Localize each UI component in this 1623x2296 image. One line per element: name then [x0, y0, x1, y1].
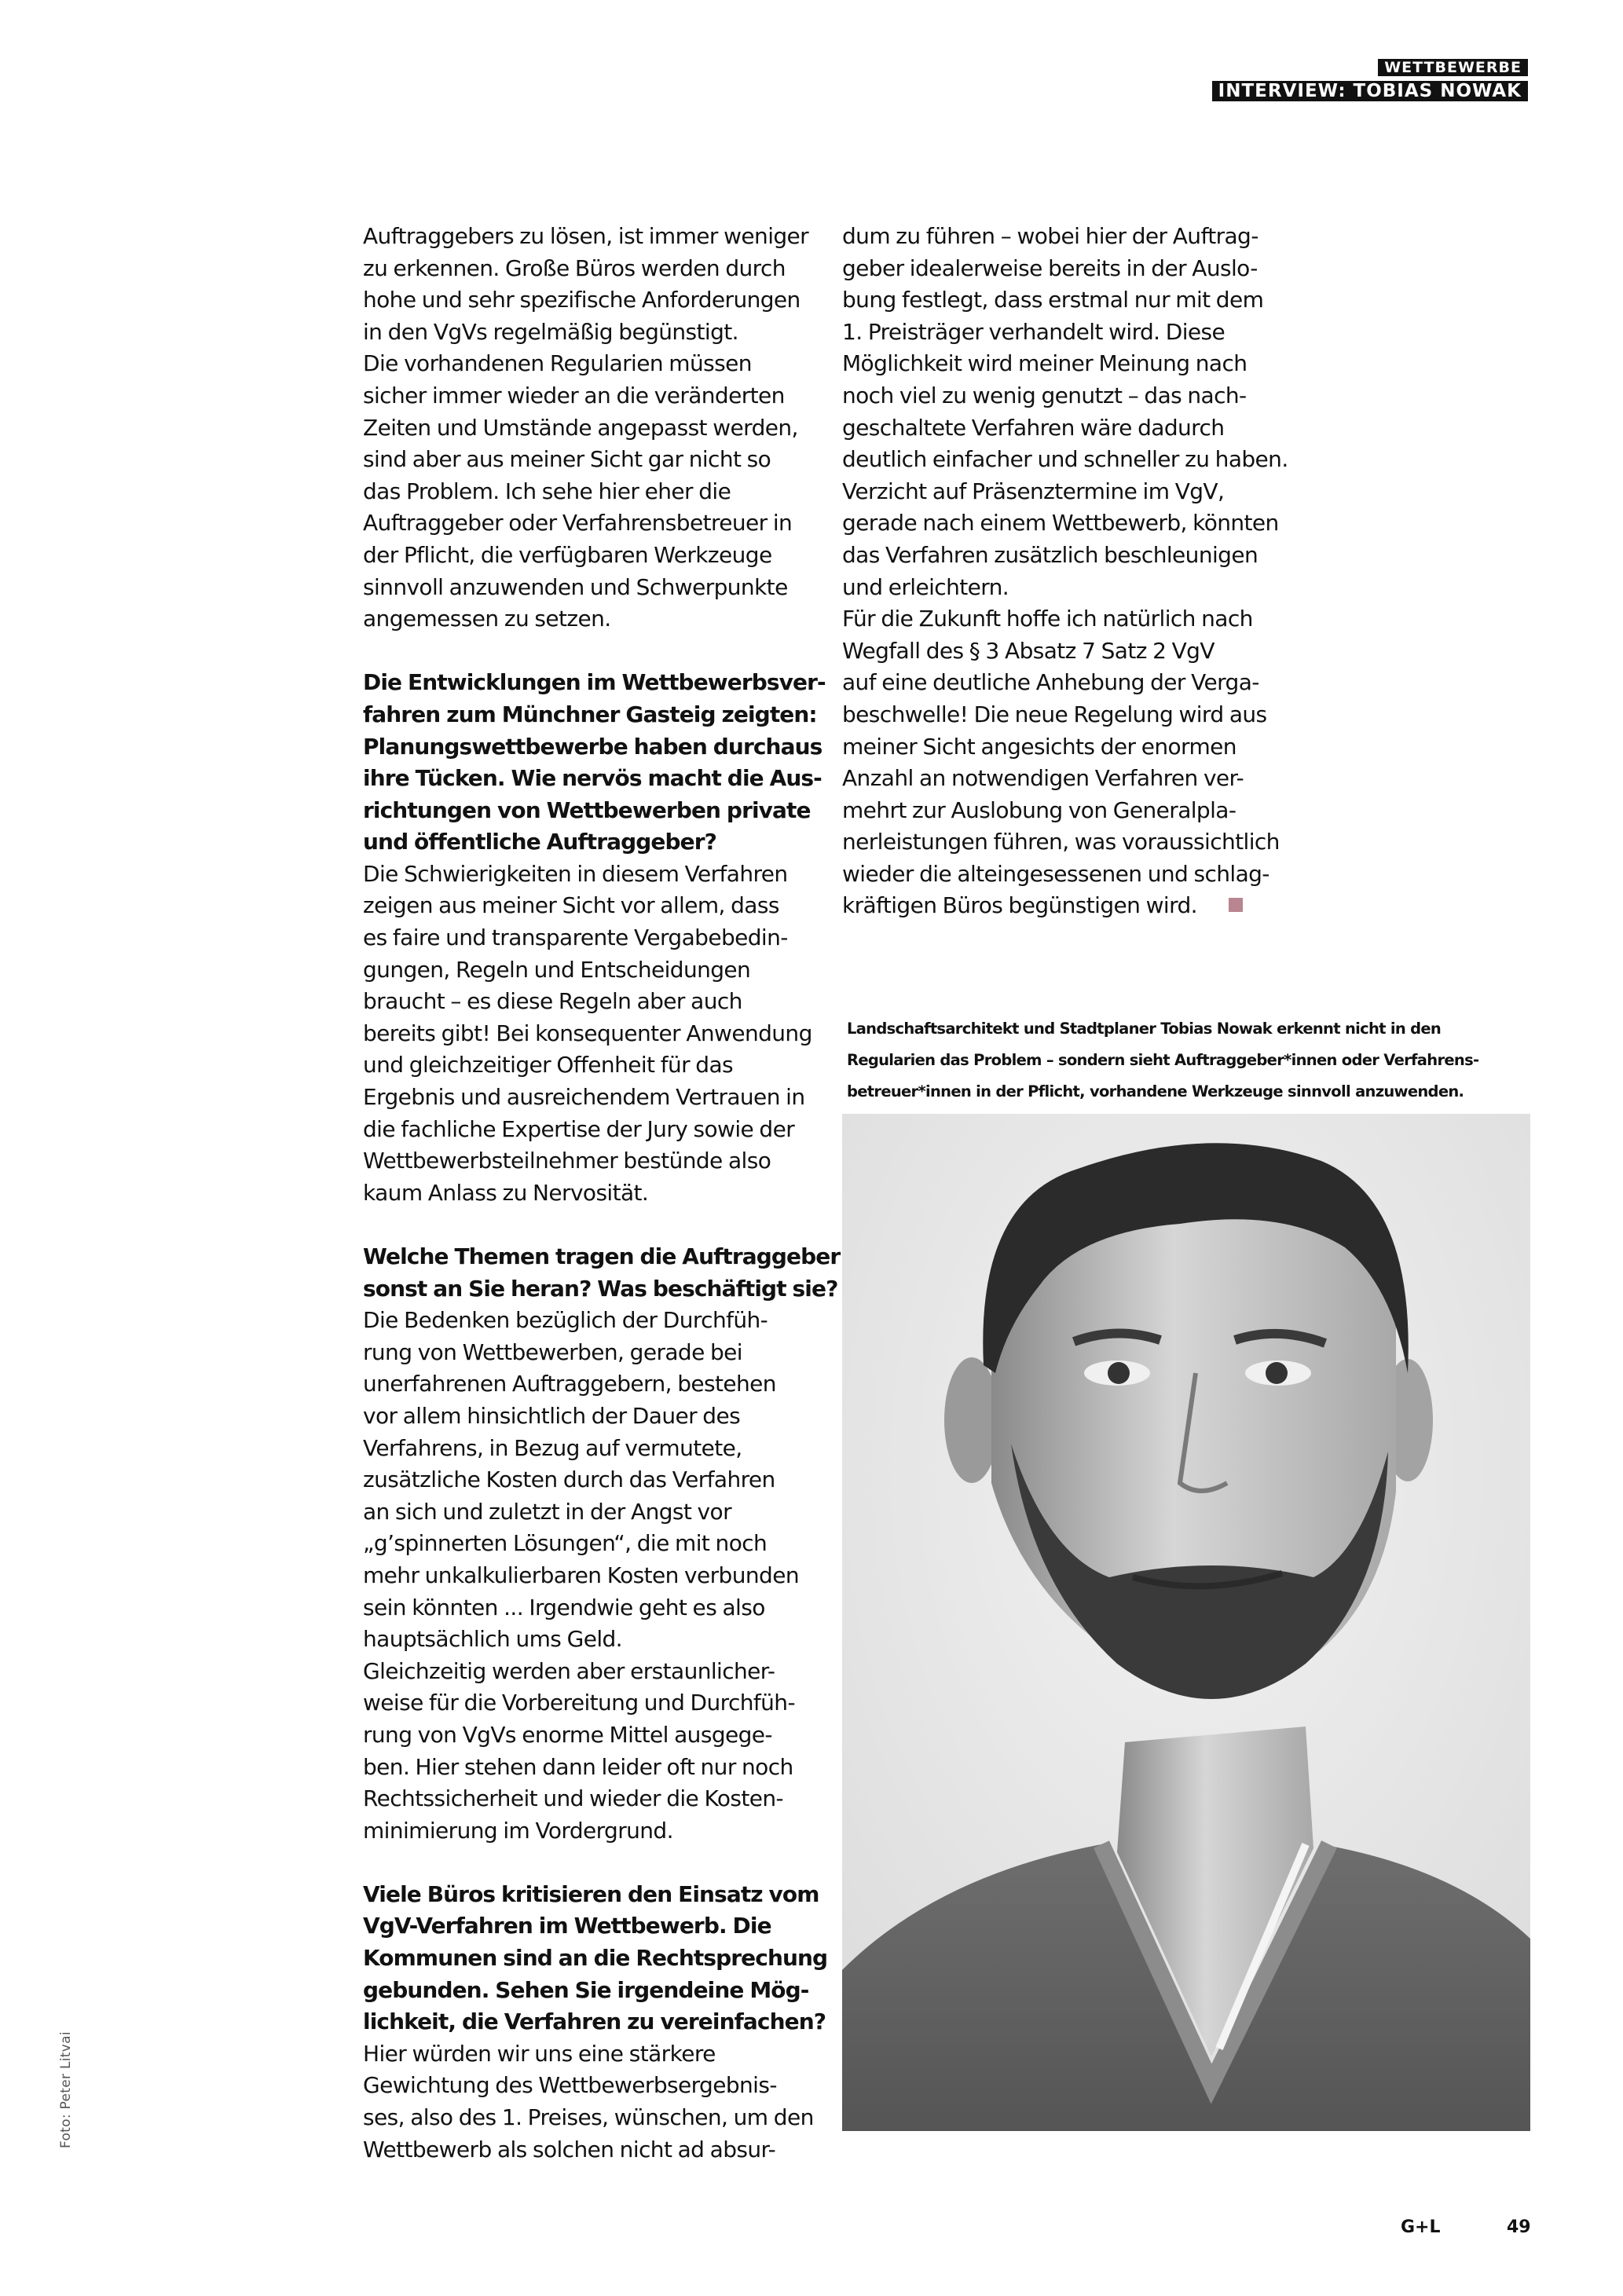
line-text: wieder die alteingesessenen und schlag- — [842, 860, 1269, 887]
article-text-line — [842, 412, 1306, 445]
article-text-line — [842, 635, 1306, 668]
article-text-line — [363, 2070, 826, 2102]
portrait-photo — [842, 1114, 1530, 2131]
line-text: Auftraggeber oder Verfahrensbetreuer in — [363, 510, 793, 536]
line-text: sonst an Sie heran? Was beschäftigt sie? — [363, 1275, 838, 1302]
line-text: Wettbewerbsteilnehmer bestünde also — [363, 1148, 771, 1174]
line-text: ihre Tücken. Wie nervös macht die Aus- — [363, 765, 822, 792]
line-text: braucht – es diese Regeln aber auch — [363, 988, 742, 1015]
line-text: der Pflicht, die verfügbaren Werkzeuge — [363, 541, 772, 568]
caption-line: betreuer*innen in der Pflicht, vorhandene Werkzeuge sinnvoll anzuwenden. — [847, 1082, 1464, 1100]
line-text: hohe und sehr spezifische Anforderungen — [363, 287, 801, 313]
article-text-line — [842, 890, 1306, 922]
end-of-article-square-icon — [1229, 898, 1243, 912]
article-text-line — [363, 1368, 826, 1401]
line-text: sein könnten ... Irgendwie geht es also — [363, 1594, 765, 1620]
article-text-line — [842, 731, 1306, 764]
article-text-line — [842, 476, 1306, 508]
line-text: „g’spinnerten Lösungen“, die mit noch — [363, 1530, 768, 1557]
line-text: geber idealerweise bereits in der Auslo- — [842, 255, 1258, 281]
line-text: Die Schwierigkeiten in diesem Verfahren — [363, 860, 788, 887]
caption-line: Landschaftsarchitekt und Stadtplaner Tobias Nowak erkennt nicht in den — [847, 1020, 1442, 1038]
paragraph-gap — [363, 1847, 826, 1879]
line-text: minimierung im Vordergrund. — [363, 1817, 673, 1844]
article-text-line — [363, 1464, 826, 1496]
line-text: Ergebnis und ausreichendem Vertrauen in — [363, 1084, 805, 1111]
page-number: 49 — [1507, 2217, 1531, 2237]
article-text-line — [363, 1401, 826, 1433]
line-text: nerleistungen führen, was voraussichtlich — [842, 829, 1280, 855]
line-text: vor allem hinsichtlich der Dauer des — [363, 1402, 741, 1429]
line-text: 1. Preisträger verhandelt wird. Diese — [842, 318, 1225, 345]
article-text-line — [363, 1719, 826, 1752]
line-text: in den VgVs regelmäßig begünstigt. — [363, 318, 738, 345]
line-text: rung von VgVs enorme Mittel ausgege- — [363, 1721, 772, 1748]
line-text: mehrt zur Auslobung von Generalpla- — [842, 796, 1236, 823]
article-text-line — [363, 1082, 826, 1114]
line-text: ben. Hier stehen dann leider oft nur noch — [363, 1753, 793, 1780]
line-text: Die Entwicklungen im Wettbewerbsver- — [363, 669, 826, 696]
line-text: sinnvoll anzuwenden und Schwerpunkte — [363, 573, 788, 600]
line-text: das Verfahren zusätzlich beschleunigen — [842, 541, 1258, 568]
line-text: Welche Themen tragen die Auftraggeber — [363, 1243, 841, 1269]
line-text: Möglichkeit wird meiner Meinung nach — [842, 350, 1247, 377]
article-text-line — [842, 253, 1306, 285]
interview-question-line — [363, 1879, 826, 1911]
line-text: Gleichzeitig werden aber erstaunlicher- — [363, 1657, 775, 1684]
article-text-line — [363, 859, 826, 891]
article-text-line — [842, 507, 1306, 540]
line-text: dum zu führen – wobei hier der Auftrag- — [842, 223, 1258, 249]
line-text: und gleichzeitiger Offenheit für das — [363, 1052, 734, 1078]
article-text-line — [363, 284, 826, 317]
line-text: ses, also des 1. Preises, wünschen, um den — [363, 2104, 814, 2131]
interview-question-line — [363, 731, 826, 764]
line-text: richtungen von Wettbewerben private — [363, 796, 811, 823]
article-text-line — [842, 348, 1306, 380]
interview-question-line — [363, 699, 826, 731]
line-text: bung festlegt, dass erstmal nur mit dem — [842, 287, 1264, 313]
line-text: fahren zum Münchner Gasteig zeigten: — [363, 701, 817, 727]
article-text-line — [363, 444, 826, 476]
line-text: es faire und transparente Vergabebedin- — [363, 925, 788, 951]
line-text: an sich und zuletzt in der Angst vor — [363, 1498, 731, 1525]
article-text-line — [842, 444, 1306, 476]
article-text-line — [842, 699, 1306, 731]
section-label: WETTBEWERBE — [1378, 59, 1528, 76]
line-text: noch viel zu wenig genutzt – das nach- — [842, 382, 1247, 408]
article-text-line — [363, 890, 826, 922]
line-text: auf eine deutliche Anhebung der Verga- — [842, 669, 1259, 696]
line-text: Gewichtung des Wettbewerbsergebnis- — [363, 2072, 777, 2099]
article-text-line — [842, 667, 1306, 699]
caption-line: Regularien das Problem – sondern sieht Auftraggeber*innen oder Verfahrens- — [847, 1051, 1479, 1069]
line-text: Kommunen sind an die Rechtsprechung — [363, 1945, 828, 1972]
article-text-line — [842, 763, 1306, 795]
article-text-line — [363, 1815, 826, 1847]
article-text-line — [363, 1049, 826, 1082]
article-text-line — [363, 1560, 826, 1592]
line-text: Die vorhandenen Regularien müssen — [363, 350, 752, 377]
line-text: Viele Büros kritisieren den Einsatz vom — [363, 1880, 819, 1907]
line-text: geschaltete Verfahren wäre dadurch — [842, 414, 1225, 441]
line-text: mehr unkalkulierbaren Kosten verbunden — [363, 1562, 799, 1588]
line-text: die fachliche Expertise der Jury sowie der — [363, 1115, 795, 1142]
article-text-line — [842, 859, 1306, 891]
interview-question-line — [363, 667, 826, 699]
line-text: sind aber aus meiner Sicht gar nicht so — [363, 446, 771, 473]
article-text-line — [363, 540, 826, 572]
interview-question-line — [363, 2006, 826, 2038]
interview-question-line — [363, 1910, 826, 1943]
article-text-line — [363, 1687, 826, 1719]
line-text: Verfahrens, in Bezug auf vermutete, — [363, 1434, 742, 1461]
article-text-line — [363, 1337, 826, 1369]
line-text: weise für die Vorbereitung und Durchfüh- — [363, 1690, 795, 1716]
line-text: Zeiten und Umstände angepasst werden, — [363, 414, 798, 441]
line-text: Auftraggebers zu lösen, ist immer weniger — [363, 223, 809, 249]
line-text: das Problem. Ich sehe hier eher die — [363, 478, 731, 504]
interview-question-line — [363, 1975, 826, 2007]
paragraph-gap — [363, 635, 826, 668]
interview-question-line — [363, 1241, 841, 1273]
line-text: Anzahl an notwendigen Verfahren ver- — [842, 765, 1244, 792]
article-text-line — [363, 2038, 826, 2071]
article-text-line — [363, 1018, 826, 1050]
line-text: unerfahrenen Auftraggebern, bestehen — [363, 1371, 776, 1397]
interview-question-line — [363, 1273, 838, 1305]
article-column-left — [363, 221, 841, 2166]
article-text-line — [363, 2134, 826, 2166]
article-text-line — [842, 826, 1306, 859]
interview-question-line — [363, 826, 826, 859]
article-text-line — [363, 1496, 826, 1529]
line-text: Wegfall des § 3 Absatz 7 Satz 2 VgV — [842, 637, 1215, 664]
line-text: rung von Wettbewerben, gerade bei — [363, 1338, 742, 1365]
paragraph-gap — [363, 1209, 826, 1241]
article-text-line — [363, 986, 826, 1018]
magazine-brand: G+L — [1401, 2217, 1441, 2237]
line-text: zu erkennen. Große Büros werden durch — [363, 255, 786, 281]
interview-question-line — [363, 1943, 826, 1975]
line-text: kaum Anlass zu Nervosität. — [363, 1179, 649, 1206]
line-text: Für die Zukunft hoffe ich natürlich nach — [842, 606, 1253, 632]
line-text: und erleichtern. — [842, 573, 1009, 600]
article-text-line — [363, 221, 826, 253]
line-text: bereits gibt! Bei konsequenter Anwendung — [363, 1020, 812, 1046]
article-text-line — [363, 412, 826, 445]
line-text: zeigen aus meiner Sicht vor allem, dass — [363, 892, 779, 919]
article-text-line — [363, 1305, 826, 1337]
line-text: und öffentliche Auftraggeber? — [363, 829, 716, 855]
article-text-line — [363, 1752, 826, 1784]
line-text: gebunden. Sehen Sie irgendeine Mög- — [363, 1976, 809, 2003]
article-text-line — [842, 284, 1306, 317]
interview-question-line — [363, 763, 826, 795]
photo-credit: Foto: Peter Litvai — [58, 2031, 74, 2148]
line-text: lichkeit, die Verfahren zu vereinfachen? — [363, 2009, 826, 2035]
line-text: zusätzliche Kosten durch das Verfahren — [363, 1467, 775, 1493]
article-text-line — [363, 253, 826, 285]
line-text: gungen, Regeln und Entscheidungen — [363, 956, 751, 983]
article-text-line — [363, 1783, 826, 1815]
article-text-line — [363, 954, 826, 987]
article-text-line — [842, 795, 1306, 827]
article-text-line — [363, 1114, 826, 1146]
article-text-line — [842, 317, 1306, 349]
article-text-line — [363, 476, 826, 508]
article-text-line — [842, 572, 1306, 604]
line-text: beschwelle! Die neue Regelung wird aus — [842, 701, 1267, 727]
article-text-line — [363, 1177, 826, 1210]
line-text: VgV-Verfahren im Wettbewerb. Die — [363, 1913, 771, 1939]
article-column-right — [842, 221, 1306, 922]
line-text: Planungswettbewerbe haben durchaus — [363, 733, 822, 760]
article-text-line — [363, 1433, 826, 1465]
line-text: kräftigen Büros begünstigen wird. — [842, 892, 1197, 919]
article-text-line — [842, 380, 1306, 412]
article-text-line — [363, 1656, 826, 1688]
line-text: gerade nach einem Wettbewerb, könnten — [842, 510, 1279, 536]
article-text-line — [363, 572, 826, 604]
line-text: Verzicht auf Präsenztermine im VgV, — [842, 478, 1225, 504]
article-text-line — [363, 1145, 826, 1177]
article-text-line — [363, 507, 826, 540]
line-text: deutlich einfacher und schneller zu haben. — [842, 446, 1288, 473]
article-text-line — [363, 922, 826, 954]
line-text: Wettbewerb als solchen nicht ad absur- — [363, 2136, 776, 2162]
article-text-line — [363, 1624, 826, 1656]
article-text-line — [363, 2102, 826, 2134]
line-text: Rechtssicherheit und wieder die Kosten- — [363, 1785, 784, 1812]
article-label: INTERVIEW: TOBIAS NOWAK — [1212, 81, 1528, 101]
article-text-line — [363, 603, 826, 635]
article-text-line — [842, 603, 1306, 635]
article-text-line — [363, 1528, 826, 1560]
line-text: sicher immer wieder an die veränderten — [363, 382, 785, 408]
portrait-illustration — [842, 1114, 1530, 2131]
line-text: Hier würden wir uns eine stärkere — [363, 2040, 716, 2067]
interview-question-line — [363, 795, 826, 827]
article-text-line — [363, 380, 826, 412]
article-text-line — [363, 348, 826, 380]
line-text: angemessen zu setzen. — [363, 606, 611, 632]
article-text-line — [363, 1592, 826, 1624]
photo-caption — [847, 1013, 1538, 1108]
line-text: meiner Sicht angesichts der enormen — [842, 733, 1236, 760]
line-text: Die Bedenken bezüglich der Durchfüh- — [363, 1307, 768, 1334]
article-text-line — [842, 540, 1306, 572]
line-text: hauptsächlich ums Geld. — [363, 1626, 622, 1653]
article-text-line — [842, 221, 1306, 253]
article-text-line — [363, 317, 826, 349]
